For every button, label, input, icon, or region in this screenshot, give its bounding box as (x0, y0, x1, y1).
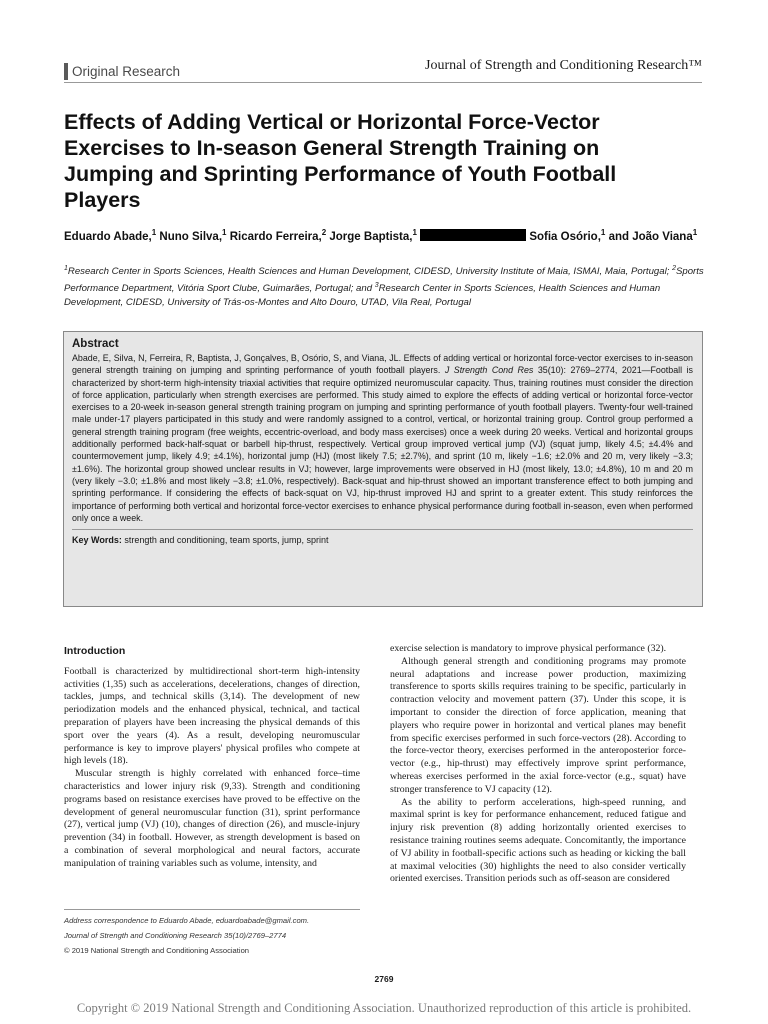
abstract-journal-ref: J Strength Cond Res (444, 365, 534, 376)
affiliation-3: Research Center in Sports Sciences, Health Sciences and Human Development, CIDESD, University of Trás-os-Montes and Alto Douro, UTAD, Vila Real, Portugal (64, 283, 661, 309)
author-name: and João Viana (608, 230, 693, 243)
author-affiliation-sup: 2 (321, 228, 327, 237)
copyright-footer: Copyright © 2019 National Strength and Conditioning Association. Unauthorized reproduction of this article is prohibited. (76, 1001, 692, 1015)
left-column (64, 640, 360, 871)
section-header (64, 63, 180, 80)
author-list (64, 224, 704, 246)
affiliation-sup: 1 (64, 265, 68, 272)
author-affiliation-sup: 1 (222, 228, 227, 237)
paragraph: Muscular strength is highly correlated with enhanced force–time characteristics and lower injury risk (9,33). Strength and conditioning programs based on resistance exercises have proved to be effective on the development of general neuromuscular function (31), sprint performance (27), vertical jump (VJ) (10), changes of direction (26), and muscle-injury prevention (34) in football. However, as strength development is based on a combination of several morphological and neural factors, accurate manipulation of training variables such as volume, intensity, and (64, 768, 360, 869)
author-name: Sofia Osório, (529, 230, 601, 243)
paragraph: Football is characterized by multidirectional short-term high-intensity activities (1,35) such as accelerations, decelerations, changes of direction, tackles, jumps, and technical skills (3,14). The development of new periodization models and the enhanced physical, technical, and tactical preparation of players have been increasing the physical demands of this sport over the years (4). As a result, developing neuromuscular performance is key to improve players' physical profiles who compete at high levels (18). (64, 665, 360, 767)
keywords (72, 529, 693, 546)
affiliation-1: Research Center in Sports Sciences, Health Sciences and Human Development, CIDESD, University Institute of Maia, ISMAI, Maia, Portugal; (67, 266, 670, 278)
section-label: Original Research (72, 64, 181, 79)
paragraph: As the ability to perform accelerations, high-speed running, and maximal sprint is key for performance enhancement, reduced fatigue and injury risk prevention (8) adding horizontally oriented exercises to resistance training routines seems adequate. Concomitantly, the importance of VJ ability in football-specific actions such as heading or kicking the ball at maximal velocities (30) highlights the need to also consider vertically oriented exercises. Transition periods such as off-season are considered (390, 796, 686, 885)
author-name: Eduardo Abade, (64, 230, 152, 243)
keywords-label: Key Words: (72, 535, 122, 546)
abstract-heading: Abstract (72, 338, 119, 350)
paragraph: exercise selection is mandatory to improve physical performance (32). (390, 643, 667, 654)
author-name: Jorge Baptista, (329, 230, 413, 243)
header-rule (64, 82, 702, 83)
paragraph: Although general strength and conditioning programs may promote neural adaptations and increase power production, maximizing transference to sports skills requires training to be specific, particularly in contraction velocity and movement pattern (37). Under this scope, it is important to consider the direction of force application, meaning that players who require power in horizontal and vertical planes may benefit from specific exercises performed in such force-vectors (28). According to the force-vector theory, exercises performed in the anteroposterior force-vector (e.g., hip-thrust) may effectively improve sprint performance, whereas exercises performed in the axial force-vector (e.g., squat) have stronger transference to VJ capacity (12). (390, 655, 686, 795)
journal-citation-note: Journal of Strength and Conditioning Research 35(10)/2769–2774 (64, 931, 287, 940)
right-column (390, 643, 686, 886)
abstract-body: 35(10): 2769–2774, 2021—Football is characterized by short-term high-intensity triaxial activities that require optimized neuromuscular capacity. Thus, training routines must consider the direction of force application, particularly when strength exercises are performed. This study aimed to explore the effects of adding vertical or horizontal force-vector exercises to a 20-week in-season general strength training program on jumping and sprinting performance of youth football players. Twenty-four well-trained male under-17 players participated in this study and were randomly assigned to a control, vertical, or horizontal training group. Control group performed a general strength training program (free weights, eccentric-overload, and body mass exercises) once a week during 20 weeks. Vertical and horizontal groups additionally performed back-half-squat or barbell hip-thrust, respectively. Vertical group improved vertical jump (VJ) (squat jump, likely 4.5; ±4.4% and countermovement jump, likely 4.9; ±4.1%), horizontal jump (HJ) (most likely 7.5; ±2.7%), and sprint (10 m, likely −1.6; ±2.0% and 20 m, very likely −3.3; ±1.6%). The horizontal group showed unclear results in VJ; however, large improvements were observed in HJ (most likely, 13.0; ±4.8%), 10 m and 20 m (very likely −3.0; ±1.8% and most likely −3.8; ±1.0%, respectively). Back-squat and hip-thrust showed an important transference effect to both jumping and sprinting performance. If considering the effects of back-squat on VJ, hip-thrust improved HJ and sprint to a greater extent. This study reinforces the importance of performing both vertical and horizontal force-vector exercises to enhance physical performance during football in-season, even when performed only once a week. (72, 365, 693, 523)
abstract-citation: Abade, E, Silva, N, Ferreira, R, Baptista, J, Gonçalves, B, Osório, S, and Viana, JL. Effects of adding vertical or horizontal force-vector exercises to in-season general strength training on jumping and sprinting performance of youth football players. (72, 353, 693, 376)
footnote (64, 909, 360, 958)
author-affiliation-sup: 1 (412, 228, 417, 237)
article-title: Effects of Adding Vertical or Horizontal Force-Vector Exercises to In-season General Strength Training on Jumping and Sprinting Performance of Youth Football Players (64, 110, 617, 212)
affiliation-sup: 3 (374, 282, 379, 290)
redaction-block (420, 229, 526, 241)
affiliations (64, 262, 704, 310)
copyright-note: © 2019 National Strength and Conditioning Association (64, 946, 250, 955)
journal-name: Journal of Strength and Conditioning Research™ (425, 58, 702, 73)
affiliation-2: Sports Performance Department, Vitória Sport Clube, Guimarães, Portugal; and (64, 266, 704, 295)
page-number: 2769 (374, 974, 394, 984)
author-name: Nuno Silva, (159, 230, 223, 243)
abstract-text (72, 352, 693, 524)
affiliation-sup: 2 (672, 265, 676, 272)
author-affiliation-sup: 1 (151, 228, 157, 237)
abstract-box (63, 331, 703, 607)
correspondence-note: Address correspondence to Eduardo Abade, eduardoabade@gmail.com. (64, 916, 310, 925)
author-affiliation-sup: 1 (600, 228, 606, 237)
author-name: Ricardo Ferreira, (229, 230, 322, 243)
author-affiliation-sup: 1 (692, 228, 698, 237)
section-marker (64, 63, 68, 80)
keywords-list: strength and conditioning, team sports, jump, sprint (124, 535, 329, 546)
section-heading-introduction: Introduction (64, 645, 126, 657)
